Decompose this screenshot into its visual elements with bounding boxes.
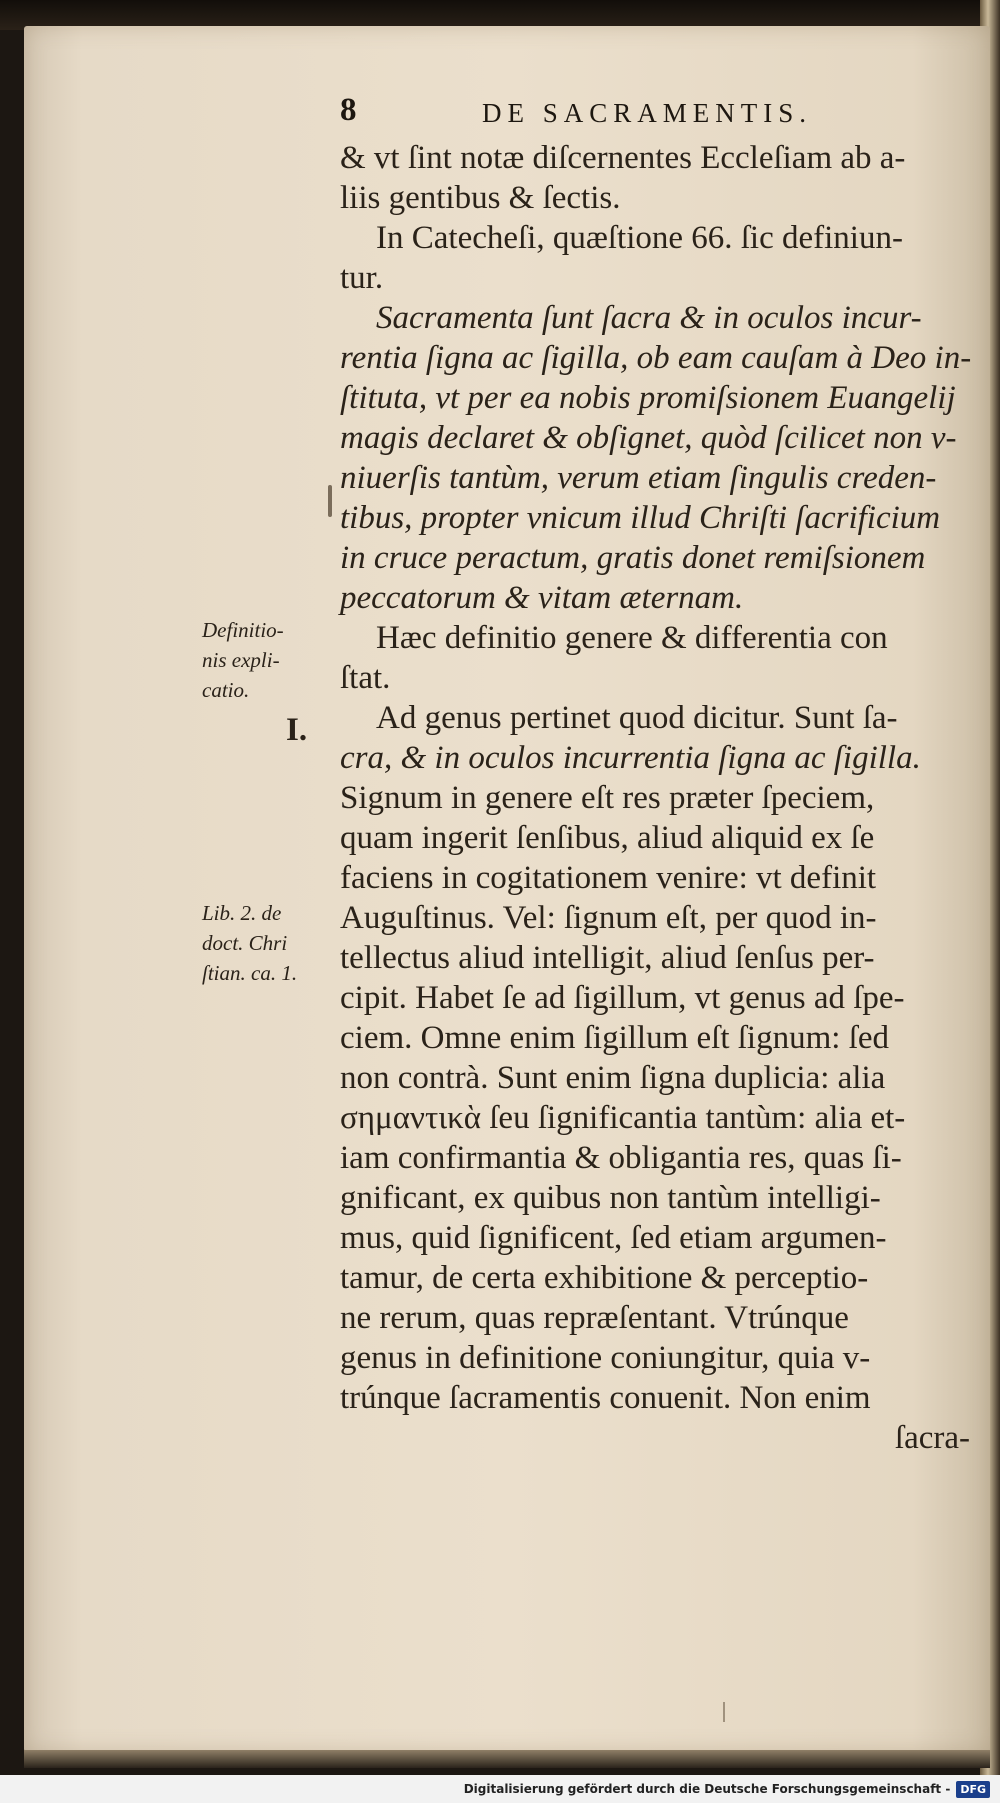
text-line: rentia ſigna ac ſigilla, ob eam cauſam à Deo in-	[340, 340, 972, 376]
margin-note-line: Definitio-	[202, 618, 284, 642]
ink-mark	[328, 485, 332, 517]
footer-credit: Digitalisierung gefördert durch die Deutsche Forschungsgemeinschaft -	[463, 1782, 951, 1796]
margin-numeral: I.	[286, 712, 308, 748]
text-line: ſtituta, vt per ea nobis promiſsionem Euangelij	[340, 380, 956, 416]
margin-note-line: doct. Chri	[202, 931, 288, 955]
margin-note-line: nis expli-	[202, 648, 280, 672]
page-number: 8	[340, 92, 357, 128]
text-line: Signum in genere eſt res præter ſpeciem,	[340, 780, 875, 816]
text-line: genus in definitione coniungitur, quia v-	[340, 1340, 871, 1376]
margin-note-line: ſtian. ca. 1.	[202, 961, 298, 985]
text-line: tibus, propter vnicum illud Chriſti ſacrificium	[340, 500, 941, 536]
text-line: Auguſtinus. Vel: ſignum eſt, per quod in-	[340, 900, 877, 936]
text-line: in cruce peractum, gratis donet remiſsionem	[340, 540, 926, 576]
page-bottom-shadow	[24, 1750, 990, 1768]
text-line: Hæc definitio genere & differentia con	[376, 620, 888, 656]
text-line: trúnque ſacramentis conuenit. Non enim	[340, 1380, 871, 1416]
text-line: ſtat.	[340, 660, 391, 696]
page-header	[340, 92, 820, 132]
dfg-logo: DFG	[956, 1781, 990, 1798]
paper-speck	[723, 1702, 725, 1722]
margin-note-reference	[202, 898, 297, 988]
text-line: σημαντικὰ ſeu ſignificantia tantùm: alia et-	[340, 1100, 906, 1136]
text-line: tamur, de certa exhibitione & perceptio-	[340, 1260, 869, 1296]
text-line: In Catecheſi, quæſtione 66. ſic definiun-	[376, 220, 903, 256]
text-line: & vt ſint notæ diſcernentes Eccleſiam ab a-	[340, 140, 906, 176]
margin-note-line: catio.	[202, 678, 250, 702]
text-line: liis gentibus & ſectis.	[340, 180, 621, 216]
running-title: DE SACRAMENTIS.	[482, 98, 813, 128]
margin-note-definition	[202, 615, 284, 705]
text-line: cra, & in oculos incurrentia ſigna ac ſigilla.	[340, 740, 921, 776]
text-line: niuerſis tantùm, verum etiam ſingulis creden-	[340, 460, 937, 496]
text-line: non contrà. Sunt enim ſigna duplicia: alia	[340, 1060, 886, 1096]
margin-note-line: Lib. 2. de	[202, 901, 282, 925]
text-line: quam ingerit ſenſibus, aliud aliquid ex ſe	[340, 820, 875, 856]
text-line: tellectus aliud intelligit, aliud ſenſus per-	[340, 940, 875, 976]
text-line: peccatorum & vitam æternam.	[340, 580, 744, 616]
text-line: ne rerum, quas repræſentant. Vtrúnque	[340, 1300, 849, 1336]
text-line: ſacra-	[894, 1420, 970, 1456]
text-line: cipit. Habet ſe ad ſigillum, vt genus ad ſpe-	[340, 980, 905, 1016]
body-text	[340, 138, 970, 1458]
text-line: gnificant, ex quibus non tantùm intelligi-	[340, 1180, 881, 1216]
footer-bar	[0, 1775, 1000, 1803]
text-line: mus, quid ſignificent, ſed etiam argumen-	[340, 1220, 887, 1256]
text-line: iam confirmantia & obligantia res, quas ſi-	[340, 1140, 902, 1176]
text-line: faciens in cogitationem venire: vt definit	[340, 860, 877, 896]
text-line: ciem. Omne enim ſigillum eſt ſignum: ſed	[340, 1020, 889, 1056]
text-line: Sacramenta ſunt ſacra & in oculos incur-	[376, 300, 922, 336]
text-line: Ad genus pertinet quod dicitur. Sunt ſa-	[376, 700, 898, 736]
text-line: magis declaret & obſignet, quòd ſcilicet non v-	[340, 420, 957, 456]
text-line: tur.	[340, 260, 384, 296]
